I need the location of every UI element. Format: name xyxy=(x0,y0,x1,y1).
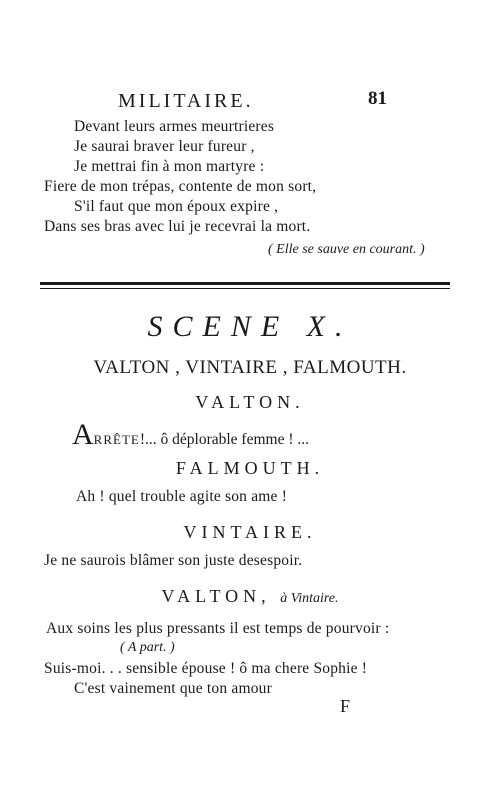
speaker-direction: à Vintaire. xyxy=(280,591,339,606)
stage-direction-exit: ( Elle se sauve en courant. ) xyxy=(268,242,425,257)
running-head: MILITAIRE. xyxy=(118,90,254,112)
speaker-name: VALTON, xyxy=(161,586,271,606)
dialogue-line: Suis-moi. . . sensible épouse ! ô ma chere Sophie ! xyxy=(44,660,368,677)
dialogue-line: C'est vainement que ton amour xyxy=(74,680,272,697)
scene-title: SCENE X. xyxy=(147,310,353,343)
verse-line: Je saurai braver leur fureur , xyxy=(74,138,255,155)
verse-line: Devant leurs armes meurtrieres xyxy=(74,118,275,135)
character-list: VALTON , VINTAIRE , FALMOUTH. xyxy=(93,357,407,378)
small-caps-text: RRÊTE xyxy=(93,432,140,447)
section-rule-thick xyxy=(40,282,450,285)
verse-line: S'il faut que mon époux expire , xyxy=(74,198,279,215)
drop-cap: A xyxy=(72,418,94,451)
verse-line: Je mettrai fin à mon martyre : xyxy=(74,158,265,175)
page-number: 81 xyxy=(368,88,387,109)
speaker-valton: VALTON. xyxy=(195,392,305,412)
verse-line: Dans ses bras avec lui je recevrai la mort. xyxy=(44,218,311,235)
catchword: F xyxy=(340,696,351,716)
dialogue-line: Aux soins les plus pressants il est temps de pourvoir : xyxy=(46,620,390,637)
dialogue-line: Je ne saurois blâmer son juste desespoir. xyxy=(44,552,303,569)
dialogue-line: Ah ! quel trouble agite son ame ! xyxy=(76,488,288,505)
verse-line: Fiere de mon trépas, contente de mon sort, xyxy=(44,178,317,195)
section-rule-thin xyxy=(40,288,450,289)
speaker-vintaire: VINTAIRE. xyxy=(183,522,317,542)
speaker-valton-to-vintaire xyxy=(0,586,500,607)
stage-direction-aside: ( A part. ) xyxy=(120,640,175,655)
dialogue-line xyxy=(72,418,309,452)
speaker-falmouth: FALMOUTH. xyxy=(175,458,325,478)
dialogue-text: !... ô déplorable femme ! ... xyxy=(139,431,309,448)
